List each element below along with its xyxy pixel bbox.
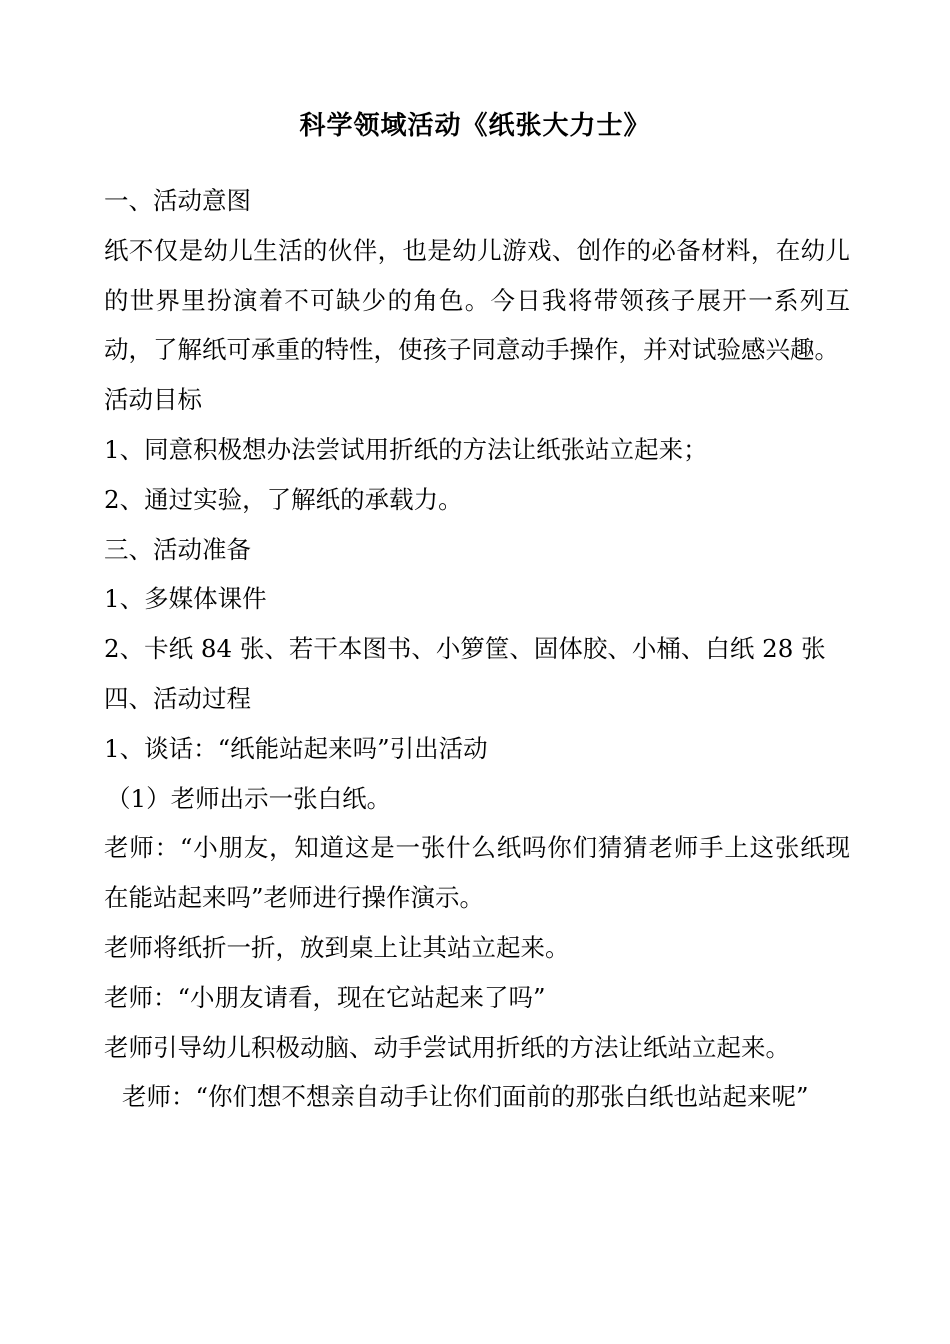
preparation-item: 1、多媒体课件 <box>104 584 267 614</box>
goal-item: 2、通过实验，了解纸的承载力。 <box>104 484 463 514</box>
process-item: 1、谈话：“纸能站起来吗”引出活动 <box>104 733 488 763</box>
section-heading-goals: 活动目标 <box>104 385 202 415</box>
goal-item: 1、同意积极想办法尝试用折纸的方法让纸张站立起来； <box>104 434 708 464</box>
section-heading-intent: 一、活动意图 <box>104 186 251 215</box>
teacher-dialogue-line: 老师：“小朋友请看，现在它站起来了吗” <box>104 982 546 1012</box>
document-body <box>104 176 850 1122</box>
preparation-item: 2、卡纸 84 张、若干本图书、小箩筐、固体胶、小桶、白纸 28 张 <box>104 634 826 664</box>
process-subitem: （1）老师出示一张白纸。 <box>106 783 392 813</box>
teacher-dialogue-paragraph: 老师：“小朋友，知道这是一张什么纸吗你们猜猜老师手上这张纸现在能站起来吗”老师进行操作演示。 <box>104 833 850 913</box>
intent-paragraph: 纸不仅是幼儿生活的伙伴，也是幼儿游戏、创作的必备材料，在幼儿的世界里扮演着不可缺少的角色。今日我将带领孩子展开一系列互动，了解纸可承重的特性，使孩子同意动手操作，并对试验感兴趣。 <box>104 235 850 365</box>
section-heading-process: 四、活动过程 <box>104 683 251 713</box>
process-line: 老师将纸折一折，放到桌上让其站立起来。 <box>104 932 570 962</box>
section-heading-preparation: 三、活动准备 <box>104 534 251 564</box>
teacher-dialogue-paragraph: 老师：“你们想不想亲自动手让你们面前的那张白纸也站起来呢” <box>122 1082 809 1112</box>
document-title: 科学领域活动《纸张大力士》 <box>299 111 651 141</box>
process-line: 老师引导幼儿积极动脑、动手尝试用折纸的方法让纸站立起来。 <box>104 1032 790 1062</box>
